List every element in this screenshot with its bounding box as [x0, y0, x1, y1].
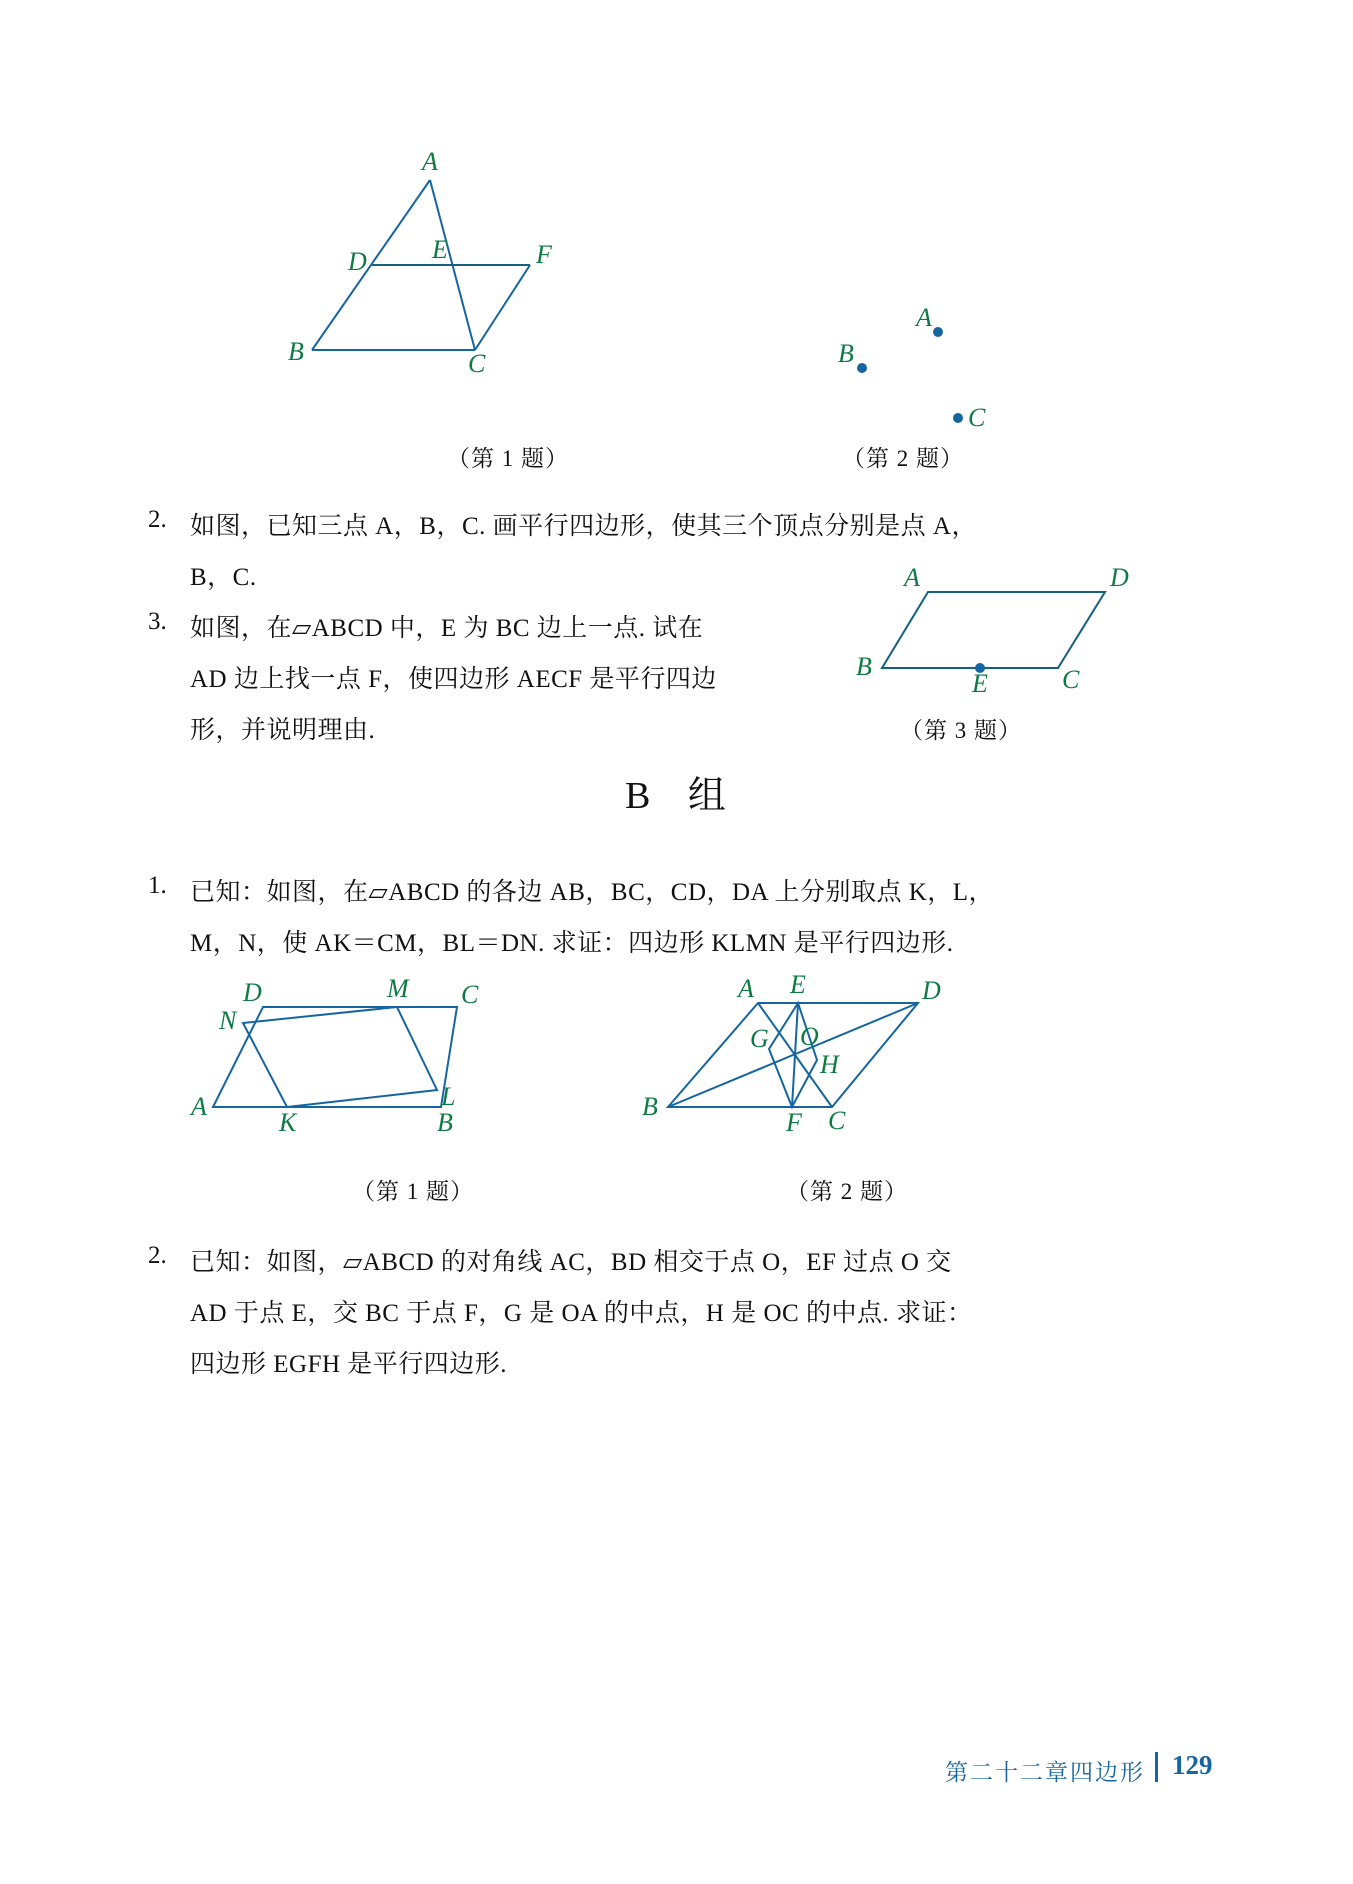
figure-2-label-C: C	[968, 403, 986, 432]
footer-page-number: 129	[1172, 1750, 1213, 1780]
figure-2-point-A	[933, 327, 943, 337]
section-b-heading: B 组	[625, 775, 740, 817]
figure-2-label-B: B	[838, 339, 854, 368]
figure-b1-label-B: B	[437, 1108, 453, 1137]
figure-b2-label-F: F	[786, 1108, 802, 1137]
figure-3-label-C: C	[1062, 665, 1080, 694]
footer-chapter: 第二十二章	[945, 1760, 1070, 1785]
figure-b2-caption: （第 2 题）	[786, 1179, 908, 1204]
figure-1-label-F: F	[536, 240, 552, 269]
problem-a2-line1: 如图，已知三点 A，B，C. 画平行四边形，使其三个顶点分别是点 A，	[190, 513, 977, 540]
figure-1-label-D: D	[348, 247, 367, 276]
figure-b2-label-D: D	[922, 976, 941, 1005]
figure-2-point-C	[953, 413, 963, 423]
problem-a3-number: 3.	[148, 608, 167, 635]
figure-b1-klmn	[191, 974, 505, 1137]
page-footer	[0, 1750, 1353, 1884]
problem-b2-number: 2.	[148, 1242, 167, 1269]
figure-2-three-points	[800, 300, 1030, 440]
figure-b1-label-D: D	[243, 978, 262, 1007]
figure-3-label-E: E	[972, 669, 988, 698]
figure-3-caption: （第 3 题）	[900, 718, 1022, 743]
figure-1-caption: （第 1 题）	[447, 446, 569, 471]
figure-1-label-B: B	[288, 337, 304, 366]
figure-2-label-A: A	[916, 303, 932, 332]
figure-b2-label-A: A	[738, 974, 754, 1003]
figure-b1-label-K: K	[279, 1108, 297, 1137]
problem-a3-line2: AD 边上找一点 F，使四边形 AECF 是平行四边	[190, 666, 717, 693]
problem-b2-line1: 已知：如图，▱ABCD 的对角线 AC，BD 相交于点 O，EF 过点 O 交	[190, 1249, 952, 1276]
problem-b1-line2: M，N，使 AK＝CM，BL＝DN. 求证：四边形 KLMN 是平行四边形.	[190, 930, 954, 957]
figure-2-point-B	[857, 363, 867, 373]
figure-3-label-D: D	[1110, 563, 1129, 592]
figure-b2-label-G: G	[750, 1024, 769, 1053]
problem-b1-line1: 已知：如图，在▱ABCD 的各边 AB，BC，CD，DA 上分别取点 K，L，	[190, 879, 995, 906]
problem-b2-line3: 四边形 EGFH 是平行四边形.	[190, 1351, 508, 1378]
figure-b1-caption: （第 1 题）	[352, 1179, 474, 1204]
figure-b2-label-O: O	[800, 1022, 819, 1051]
figure-b1-label-C: C	[461, 980, 479, 1009]
footer-title: 四边形	[1070, 1760, 1145, 1785]
figure-b1-label-A: A	[191, 1092, 207, 1121]
problem-a3-line1: 如图，在▱ABCD 中，E 为 BC 边上一点. 试在	[190, 615, 704, 642]
problem-a2-number: 2.	[148, 506, 167, 533]
figure-b1-label-M: M	[387, 974, 409, 1003]
figure-b2-label-E: E	[790, 970, 806, 999]
problem-a3-line3: 形，并说明理由.	[190, 717, 376, 744]
figure-1-label-C: C	[468, 349, 486, 378]
figure-3-label-B: B	[856, 652, 872, 681]
problem-b1-number: 1.	[148, 872, 167, 899]
figure-1-triangle-abc	[288, 147, 570, 410]
figure-b2-label-H: H	[820, 1050, 839, 1079]
figure-3-label-A: A	[904, 563, 920, 592]
figure-2-caption: （第 2 题）	[842, 446, 964, 471]
footer-divider	[1155, 1752, 1158, 1782]
figure-b1-label-L: L	[441, 1082, 456, 1111]
figure-3-parallelogram-abcd	[856, 563, 1130, 698]
figure-1-label-E: E	[432, 235, 448, 264]
figure-b2-egfh	[640, 970, 941, 1137]
figure-1-label-A: A	[422, 147, 438, 176]
problem-a2-line2: B，C.	[190, 564, 257, 591]
figure-b1-label-N: N	[219, 1006, 237, 1035]
problem-b2-line2: AD 于点 E，交 BC 于点 F，G 是 OA 的中点，H 是 OC 的中点. 求证：	[190, 1300, 973, 1327]
figure-b2-label-C: C	[828, 1106, 846, 1135]
figure-b2-label-B: B	[642, 1092, 658, 1121]
